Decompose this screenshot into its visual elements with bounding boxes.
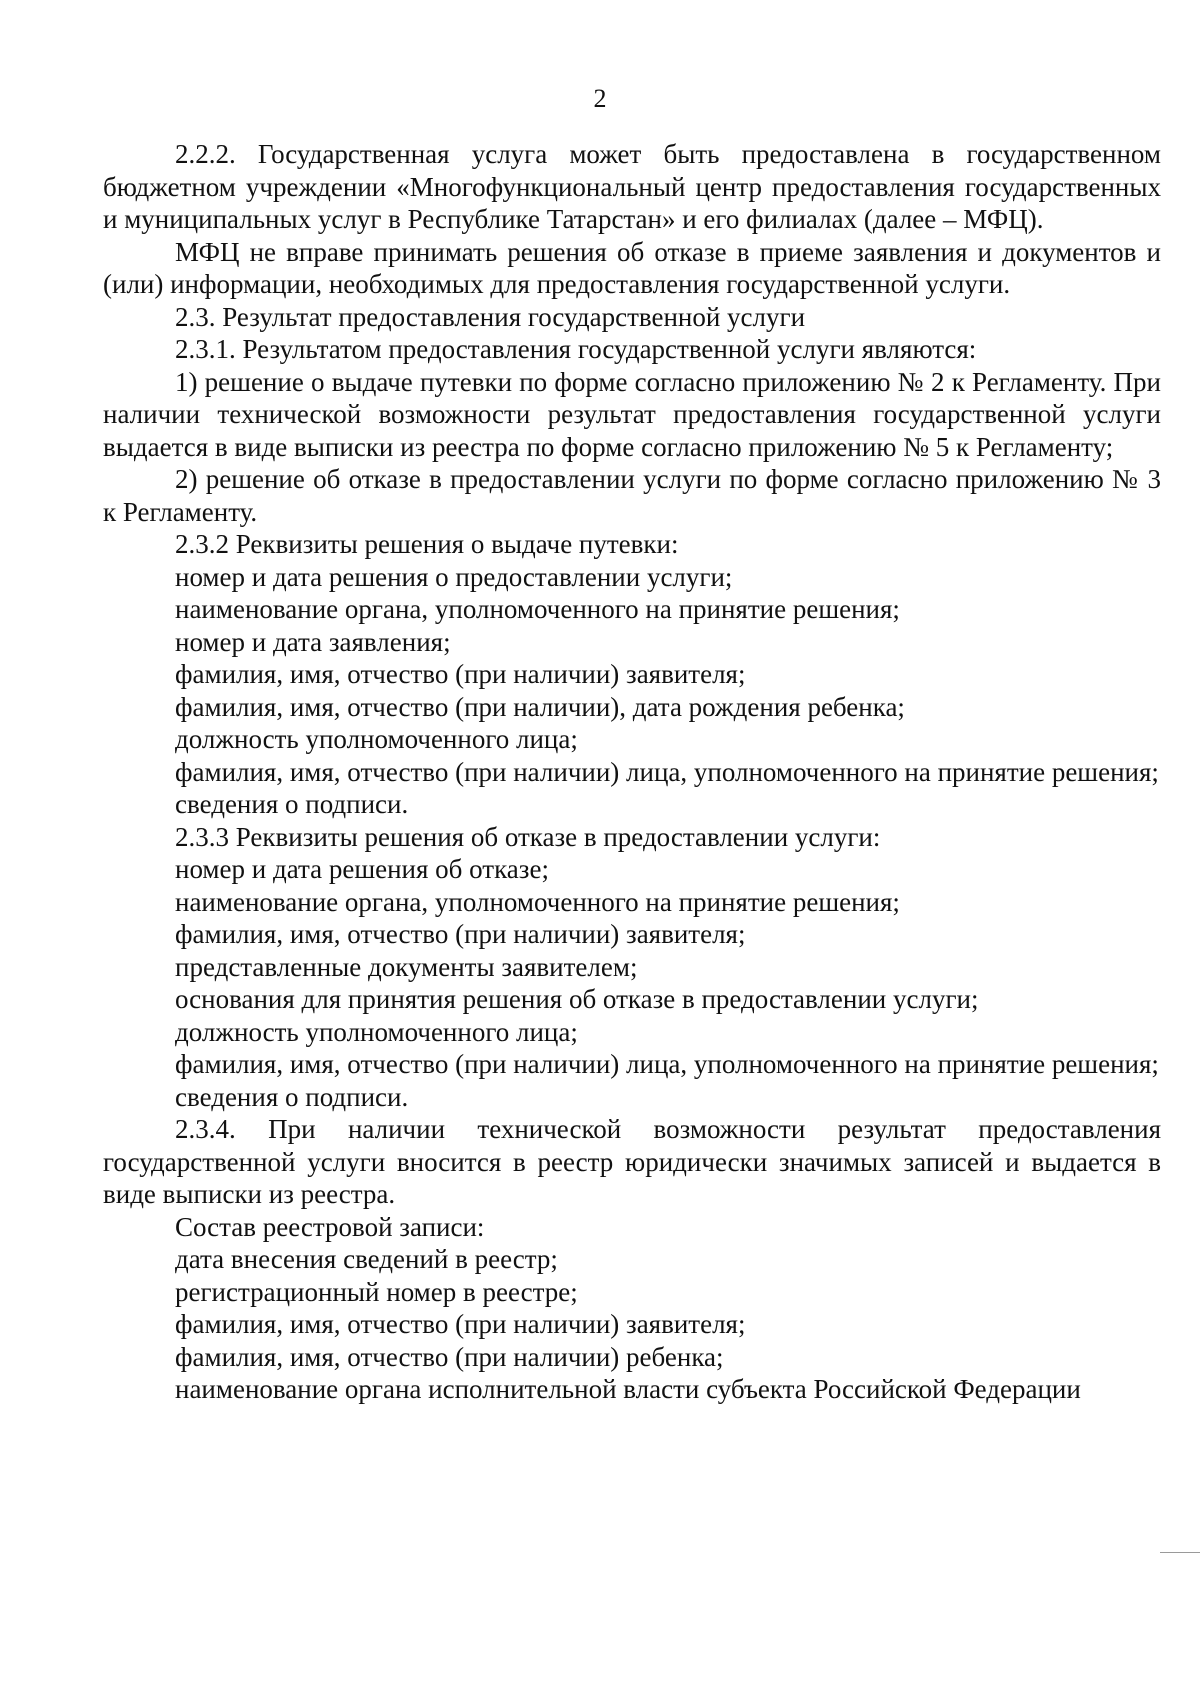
list-item: фамилия, имя, отчество (при наличии) ребенка; xyxy=(175,1341,724,1372)
list-item: фамилия, имя, отчество (при наличии) заявителя; xyxy=(175,919,746,949)
list-item: фамилия, имя, отчество (при наличии), дата рождения ребенка; xyxy=(175,691,905,722)
list-item-decision-refusal: 2) решение об отказе в предоставлении услуги по форме согласно приложению № 3 к Регламенту. xyxy=(103,464,1161,527)
list-item: фамилия, имя, отчество (при наличии) заявителя; xyxy=(175,1309,746,1339)
scan-edge-line xyxy=(1160,1552,1200,1553)
list-item: наименование органа, уполномоченного на принятие решения; xyxy=(175,886,900,917)
list-item: фамилия, имя, отчество (при наличии) лица, уполномоченного на принятие решения; xyxy=(175,1049,1159,1079)
list-item: наименование органа исполнительной власти субъекта Российской Федерации xyxy=(175,1374,1081,1404)
list-item: наименование органа, уполномоченного на принятие решения; xyxy=(175,594,900,624)
list-item: номер и дата решения об отказе; xyxy=(175,854,549,884)
list-item-decision-issue: 1) решение о выдаче путевки по форме согласно приложению № 2 к Регламенту. При наличии технической возможности результат предоставления государственной услуги выдается в виде выписки из реестра по форме согласно приложению № 5 к Регламенту; xyxy=(103,366,1161,462)
document-body xyxy=(103,138,1161,1406)
list-item: представленные документы заявителем; xyxy=(175,951,638,982)
paragraph-2-3-1: 2.3.1. Результатом предоставления государственной услуги являются: xyxy=(175,334,977,364)
list-item: регистрационный номер в реестре; xyxy=(175,1276,578,1307)
list-item: должность уполномоченного лица; xyxy=(175,724,578,754)
paragraph-2-3-4: 2.3.4. При наличии технической возможности результат предоставления государственной услуги вносится в реестр юридически значимых записей и выдается в виде выписки из реестра. xyxy=(103,1114,1161,1209)
list-item: номер и дата решения о предоставлении услуги; xyxy=(175,561,733,592)
list-item: основания для принятия решения об отказе в предоставлении услуги; xyxy=(175,984,979,1014)
list-item: дата внесения сведений в реестр; xyxy=(175,1244,558,1274)
paragraph-2-2-2: 2.2.2. Государственная услуга может быть предоставлена в государственном бюджетном учреждении «Многофункциональный центр предоставления государственных и муниципальных услуг в Республике Татарстан» и его филиалах (далее – МФЦ). xyxy=(103,139,1161,234)
section-heading-2-3: 2.3. Результат предоставления государственной услуги xyxy=(175,301,806,332)
list-item: должность уполномоченного лица; xyxy=(175,1016,578,1047)
list-item: сведения о подписи. xyxy=(175,1081,409,1112)
list-item: фамилия, имя, отчество (при наличии) заявителя; xyxy=(175,659,746,689)
page-number: 2 xyxy=(593,84,607,113)
list-item: фамилия, имя, отчество (при наличии) лица, уполномоченного на принятие решения; xyxy=(175,756,1159,787)
list-item: сведения о подписи. xyxy=(175,789,409,819)
paragraph-mfc-restriction: МФЦ не вправе принимать решения об отказе в приеме заявления и документов и (или) информации, необходимых для предоставления государственной услуги. xyxy=(103,236,1161,299)
paragraph-2-3-3: 2.3.3 Реквизиты решения об отказе в предоставлении услуги: xyxy=(175,821,881,852)
list-item: номер и дата заявления; xyxy=(175,626,451,657)
paragraph-2-3-2: 2.3.2 Реквизиты решения о выдаче путевки: xyxy=(175,529,679,559)
paragraph-registry-composition: Состав реестровой записи: xyxy=(175,1211,485,1242)
